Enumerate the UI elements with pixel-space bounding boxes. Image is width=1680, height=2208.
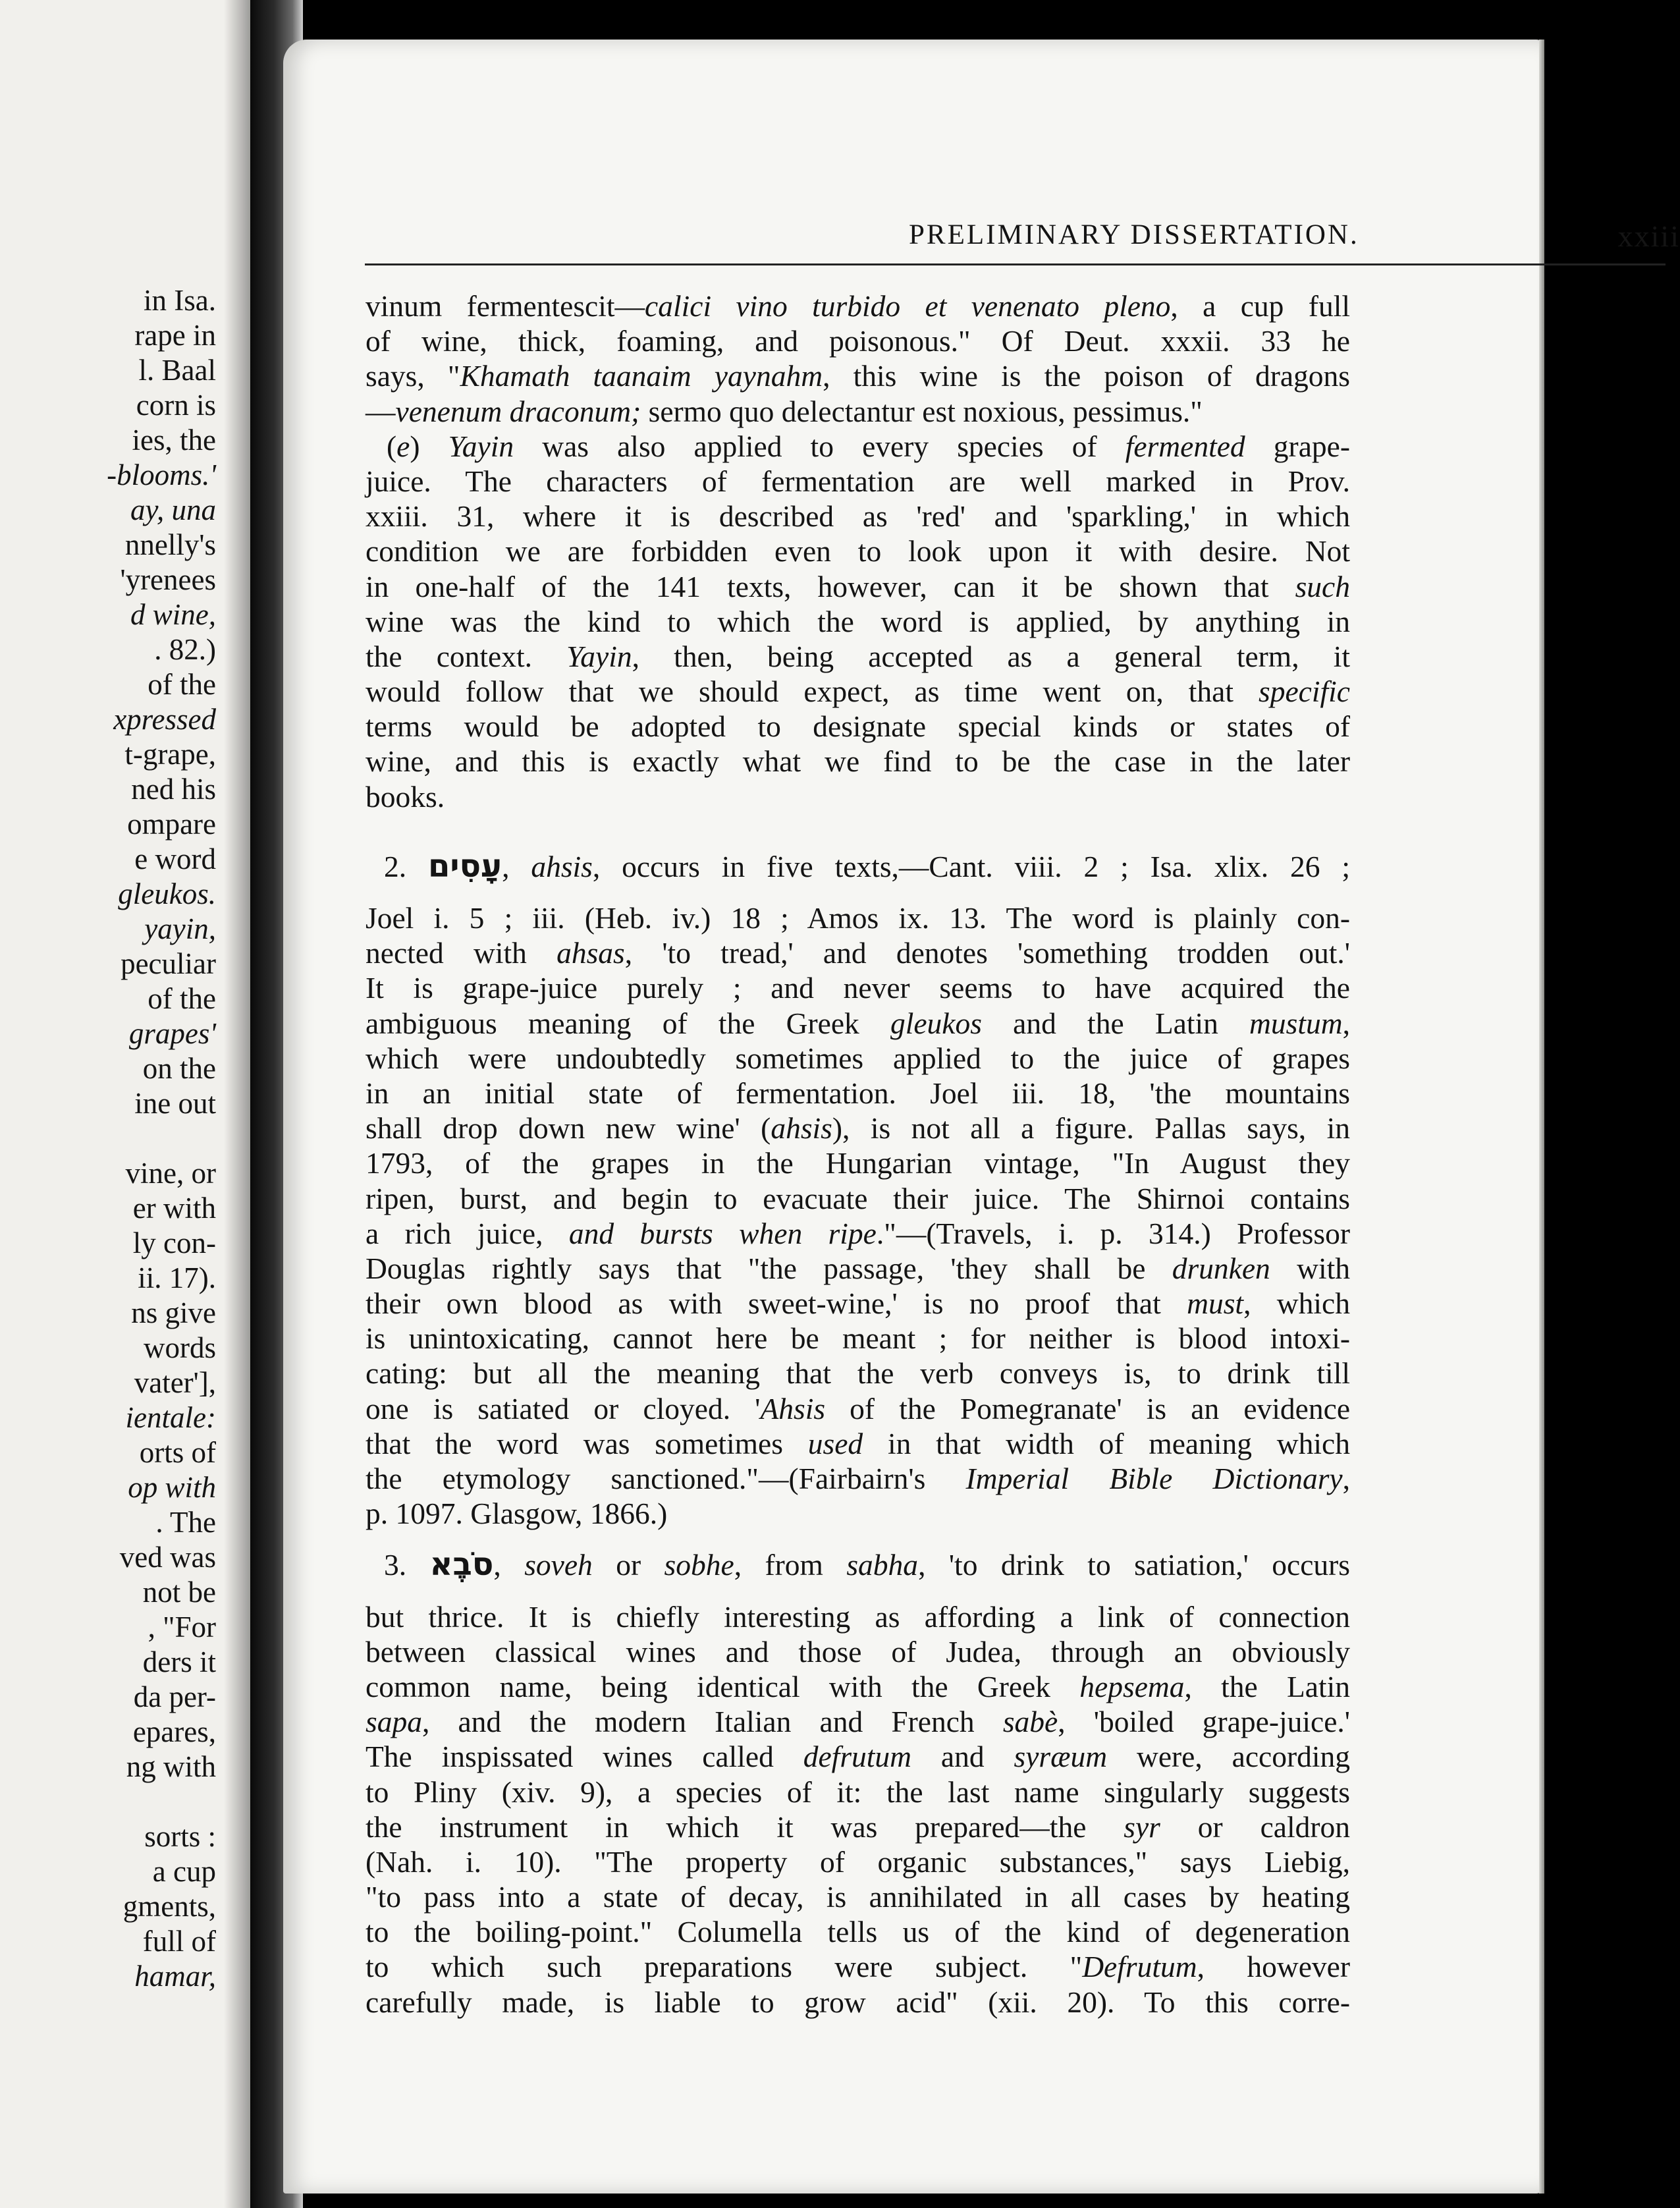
facing-text-line: sorts : bbox=[144, 1820, 216, 1853]
facing-text-line: e word bbox=[134, 842, 216, 875]
facing-text-line: ned his bbox=[131, 773, 216, 806]
facing-text-line: , "For bbox=[148, 1611, 216, 1643]
facing-page-text bbox=[0, 283, 216, 1994]
facing-text-line: grapes' bbox=[128, 1017, 216, 1050]
text-line: condition we are forbidden even to look upon it with desire. Not bbox=[366, 534, 1350, 568]
text-line: sapa, and the modern Italian and French sabè, 'boiled grape-juice.' bbox=[366, 1705, 1350, 1739]
facing-text-line: rape in bbox=[134, 319, 216, 352]
page-edge bbox=[1539, 40, 1544, 2194]
text-line: vinum fermentescit—calici vino turbido et venenato pleno, a cup full bbox=[366, 289, 1350, 323]
facing-text-line: ay, una bbox=[130, 493, 216, 526]
facing-text-line: t-grape, bbox=[124, 738, 216, 771]
section-number: 2. bbox=[384, 849, 407, 883]
text-line: 2. עָסִים, ahsis, occurs in five texts,—Cant. viii. 2 ; Isa. xlix. 26 ; bbox=[384, 847, 1351, 885]
section-ahsis bbox=[366, 849, 1350, 1532]
text-line: The inspissated wines called defrutum and syræum were, according bbox=[366, 1740, 1350, 1774]
text-line: one is satiated or cloyed. 'Ahsis of the Pomegranate' is an evidence bbox=[366, 1391, 1351, 1425]
text-line: but thrice. It is chiefly interesting as affording a link of connection bbox=[366, 1599, 1350, 1634]
text-line: cating: but all the meaning that the verb conveys is, to drink till bbox=[366, 1356, 1350, 1391]
facing-text-line: ii. 17). bbox=[138, 1261, 216, 1294]
facing-text-line: ders it bbox=[142, 1645, 216, 1678]
facing-text-line: hamar, bbox=[134, 1960, 216, 1993]
facing-text-line: in Isa. bbox=[144, 284, 216, 317]
facing-text-line: vine, or bbox=[125, 1157, 216, 1190]
facing-text-line: ng with bbox=[126, 1750, 216, 1783]
facing-text-line: ved was bbox=[119, 1541, 216, 1574]
facing-text-line: gments, bbox=[122, 1890, 216, 1923]
text-line: a rich juice, and bursts when ripe."—(Travels, i. p. 314.) Professor bbox=[366, 1216, 1350, 1250]
text-line: in one-half of the 141 texts, however, can it be shown that such bbox=[366, 569, 1350, 603]
text-line: nected with ahsas, 'to tread,' and denotes 'something trodden out.' bbox=[366, 936, 1350, 970]
text-line: carefully made, is liable to grow acid" (xii. 20). To this corre- bbox=[366, 1985, 1350, 2019]
text-line: wine, and this is exactly what we find to be the case in the later bbox=[366, 744, 1350, 779]
section-number: 3. bbox=[384, 1548, 407, 1582]
text-line: which were undoubtedly sometimes applied to the juice of grapes bbox=[366, 1041, 1350, 1075]
running-title: PRELIMINARY DISSERTATION. bbox=[909, 219, 1359, 250]
text-line: shall drop down new wine' (ahsis), is not all a figure. Pallas says, in bbox=[366, 1111, 1351, 1145]
text-line: xxiii. 31, where it is described as 'red' and 'sparkling,' in which bbox=[366, 499, 1350, 534]
facing-text-line: . 82.) bbox=[154, 633, 216, 666]
section-soveh bbox=[366, 1547, 1350, 2019]
facing-text-line: ies, the bbox=[132, 424, 216, 456]
gutter-shadow bbox=[224, 0, 250, 2208]
facing-text-line: ompare bbox=[127, 808, 216, 841]
hebrew-term: עָסִים bbox=[428, 847, 502, 885]
facing-text-line: full of bbox=[142, 1925, 216, 1958]
facing-text-line: corn is bbox=[136, 389, 216, 422]
text-line: —venenum draconum; sermo quo delectantur est noxious, pessimus." bbox=[366, 394, 1203, 428]
facing-text-line: 'yrenees bbox=[120, 563, 216, 596]
text-line: terms would be adopted to designate special kinds or states of bbox=[366, 709, 1350, 744]
facing-text-line: yayin, bbox=[144, 912, 216, 945]
text-line: 3. סֹבֶא, soveh or sobhe, from sabha, 'to drink to satiation,' occurs bbox=[384, 1546, 1351, 1584]
text-line: to which such preparations were subject. "Defrutum, however bbox=[366, 1950, 1350, 1984]
text-line: books. bbox=[366, 779, 445, 814]
facing-text-line: vater'], bbox=[134, 1366, 216, 1399]
text-line: juice. The characters of fermentation are well marked in Prov. bbox=[366, 464, 1350, 498]
text-line: 1793, of the grapes in the Hungarian vintage, "In August they bbox=[366, 1146, 1350, 1180]
text-line: wine was the kind to which the word is applied, by anything in bbox=[366, 604, 1350, 638]
facing-text-line: of the bbox=[148, 668, 216, 701]
body-text bbox=[366, 289, 1350, 2020]
text-line: that the word was sometimes used in that width of meaning which bbox=[366, 1426, 1350, 1460]
facing-page-left bbox=[0, 0, 250, 2208]
text-line: p. 1097. Glasgow, 1866.) bbox=[366, 1497, 668, 1531]
blank-line bbox=[0, 1121, 216, 1156]
facing-text-line: words bbox=[144, 1331, 216, 1364]
facing-text-line: ientale: bbox=[125, 1401, 216, 1434]
facing-text-line: . The bbox=[155, 1506, 216, 1539]
text-line: is unintoxicating, cannot here be meant ; for neither is blood intoxi- bbox=[366, 1321, 1350, 1356]
text-line: the context. Yayin, then, being accepted as a general term, it bbox=[366, 639, 1350, 673]
paragraph-continuation bbox=[366, 289, 1350, 429]
text-line: to Pliny (xiv. 9), a species of it: the last name singularly suggests bbox=[366, 1775, 1350, 1809]
text-line: between classical wines and those of Judea, through an obviously bbox=[366, 1634, 1350, 1669]
facing-text-line: -blooms.' bbox=[107, 458, 216, 491]
facing-text-line: on the bbox=[142, 1052, 216, 1085]
text-line: Joel i. 5 ; iii. (Heb. iv.) 18 ; Amos ix. 13. The word is plainly con- bbox=[366, 901, 1350, 935]
header-rule bbox=[365, 263, 1666, 265]
facing-text-line: peculiar bbox=[121, 947, 216, 980]
facing-text-line: gleukos. bbox=[118, 877, 216, 910]
text-line: Douglas rightly says that "the passage, 'they shall be drunken with bbox=[366, 1251, 1350, 1285]
facing-text-line: not be bbox=[142, 1576, 216, 1609]
facing-text-line: a cup bbox=[152, 1855, 216, 1888]
facing-text-line: op with bbox=[128, 1471, 216, 1504]
facing-text-line: da per- bbox=[133, 1680, 216, 1713]
text-line: the etymology sanctioned."—(Fairbairn's Imperial Bible Dictionary, bbox=[366, 1462, 1350, 1495]
text-line: would follow that we should expect, as time went on, that specific bbox=[366, 675, 1350, 709]
page-number: xxiii bbox=[1617, 219, 1680, 253]
text-line: "to pass into a state of decay, is annihilated in all cases by heating bbox=[366, 1880, 1350, 1914]
facing-text-line: epares, bbox=[132, 1715, 216, 1748]
text-line: common name, being identical with the Greek hepsema, the Latin bbox=[366, 1669, 1351, 1703]
facing-text-line: er with bbox=[132, 1192, 216, 1225]
text-line: (e) Yayin was also applied to every species of fermented grape- bbox=[387, 429, 1350, 463]
facing-text-line: ns give bbox=[131, 1296, 216, 1329]
text-line: of wine, thick, foaming, and poisonous." Of Deut. xxxii. 33 he bbox=[366, 324, 1350, 358]
text-line: in an initial state of fermentation. Joel iii. 18, 'the mountains bbox=[366, 1076, 1350, 1110]
paragraph-yayin bbox=[366, 429, 1350, 814]
blank-line bbox=[0, 1784, 216, 1819]
page-right bbox=[283, 40, 1680, 2194]
text-line: the instrument in which it was prepared—the syr or caldron bbox=[366, 1809, 1351, 1844]
facing-text-line: nnelly's bbox=[124, 528, 216, 561]
hebrew-term: סֹבֶא bbox=[429, 1546, 494, 1584]
text-line: ripen, burst, and begin to evacuate their juice. The Shirnoi contains bbox=[366, 1181, 1350, 1215]
facing-text-line: xpressed bbox=[113, 703, 216, 736]
text-line: (Nah. i. 10). "The property of organic substances," says Liebig, bbox=[366, 1844, 1350, 1879]
facing-text-line: d wine, bbox=[130, 598, 216, 631]
text-line: says, "Khamath taanaim yaynahm, this wine is the poison of dragons bbox=[366, 359, 1350, 393]
text-line: ambiguous meaning of the Greek gleukos and the Latin mustum, bbox=[366, 1006, 1350, 1040]
facing-text-line: ine out bbox=[134, 1087, 216, 1120]
facing-text-line: of the bbox=[148, 982, 216, 1015]
facing-text-line: ly con- bbox=[132, 1227, 216, 1259]
facing-text-line: l. Baal bbox=[138, 354, 216, 387]
text-line: to the boiling-point." Columella tells us of the kind of degeneration bbox=[366, 1915, 1350, 1949]
text-line: It is grape-juice purely ; and never seems to have acquired the bbox=[366, 971, 1350, 1005]
facing-text-line: orts of bbox=[139, 1436, 216, 1469]
text-line: their own blood as with sweet-wine,' is no proof that must, which bbox=[366, 1286, 1350, 1321]
